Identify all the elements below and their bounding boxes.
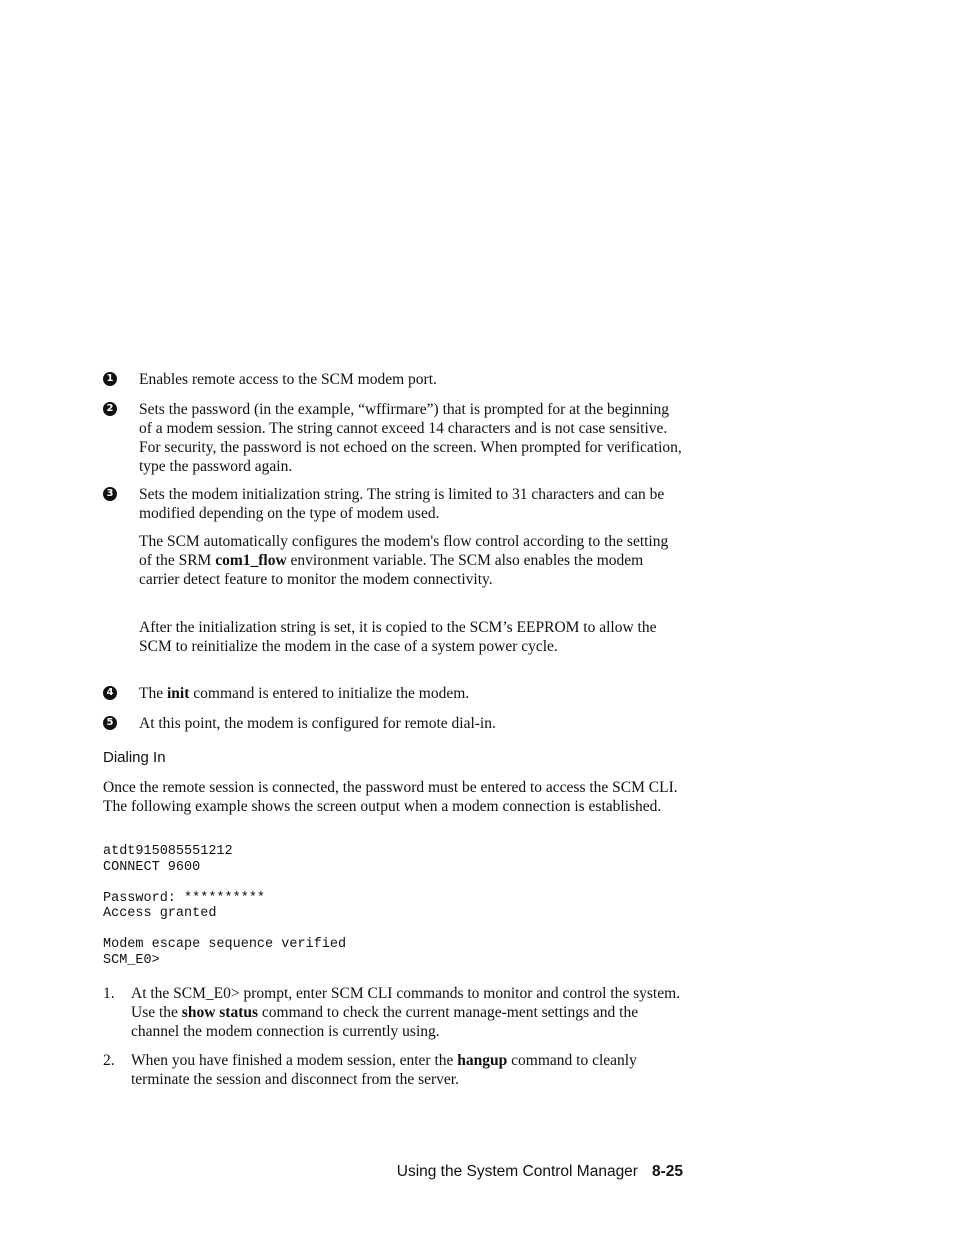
callout-5 (103, 714, 683, 733)
step-text (131, 984, 683, 1041)
step-1 (103, 984, 683, 1041)
code-line: Access granted (103, 906, 217, 921)
command-name: show status (181, 1004, 259, 1021)
command-name: init (166, 685, 190, 702)
paragraph-text: environment variable. The SCM also enables the modem carrier detect feature to monitor the modem connectivity. (139, 552, 644, 588)
callout-number: 3 (103, 487, 117, 501)
code-line: SCM_E0> (103, 952, 160, 968)
callout-text-part: command is entered to initialize the modem. (189, 685, 470, 702)
callout-text: Enables remote access to the SCM modem port. (139, 371, 437, 388)
paragraph-text: After the initialization string is set, it is copied to the SCM’s EEPROM to allow the SCM to reinitialize the modem in the case of a system power cycle. (139, 619, 657, 655)
code-line: Modem escape sequence verified (103, 937, 347, 952)
step-number: 2. (103, 1052, 115, 1069)
step-2 (103, 1051, 683, 1089)
step-text-part: At the SCM_E0> prompt, enter SCM CLI commands to monitor and control the system. Use the (131, 985, 681, 1021)
step-number: 1. (103, 985, 115, 1002)
callout-number: 5 (103, 716, 117, 730)
callout-text: Sets the modem initialization string. The string is limited to 31 characters and can be modified depending on the type of modem used. (139, 486, 665, 522)
callout-2 (103, 400, 683, 476)
step-text-part: command to cleanly terminate the session and disconnect from the server. (131, 1052, 637, 1088)
env-variable-name: com1_flow (215, 552, 287, 569)
section-heading: Dialing In (103, 749, 166, 766)
callout-text-part: The (139, 685, 167, 702)
footer-title: Using the System Control Manager (396, 1163, 638, 1180)
code-example (103, 844, 683, 968)
callout-number: 1 (103, 372, 117, 386)
callout-text: At this point, the modem is configured for remote dial-in. (139, 715, 496, 732)
callout-3-paragraph-2 (139, 618, 683, 656)
page-number: 8-25 (651, 1163, 683, 1180)
step-text-part: command to check the current manage-ment settings and the channel the modem connection is currently using. (131, 1004, 639, 1040)
step-text (131, 1051, 683, 1089)
callout-number: 4 (103, 686, 117, 700)
callout-1 (103, 370, 683, 389)
callout-3 (103, 485, 683, 523)
step-text-part: When you have finished a modem session, enter the (131, 1052, 458, 1069)
callout-number: 2 (103, 402, 117, 416)
paragraph-text: The SCM automatically configures the modem's flow control according to the setting of the SRM (139, 533, 669, 569)
callout-text: Sets the password (in the example, “wffirmare”) that is prompted for at the beginning of a modem session. The string cannot exceed 14 characters and is not case sensitive. For security, the password is not echoed on the screen. When prompted for verification, type the password again. (139, 401, 682, 475)
page-footer (300, 1163, 683, 1181)
command-name: hangup (457, 1052, 508, 1069)
code-line: atdt915085551212 (103, 844, 233, 859)
code-line: Password: ********** (103, 890, 266, 906)
section-intro: Once the remote session is connected, the password must be entered to access the SCM CLI. The following example shows the screen output when a modem connection is established. (103, 779, 678, 815)
code-line: CONNECT 9600 (103, 859, 201, 875)
callout-3-paragraph-1 (139, 532, 683, 589)
callout-text (139, 684, 683, 703)
callout-4 (103, 684, 683, 703)
